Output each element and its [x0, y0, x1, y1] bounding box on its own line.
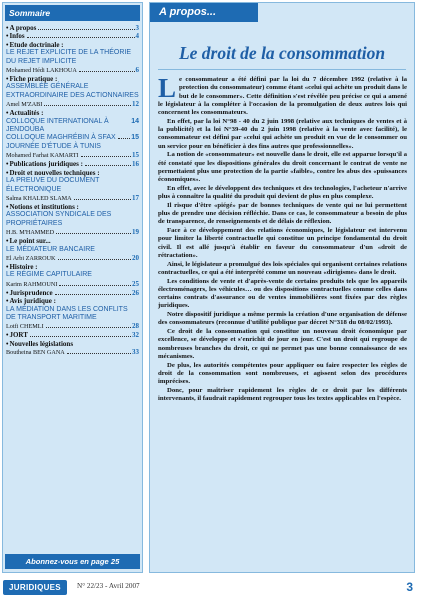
toc-rubric-item[interactable]	[6, 41, 139, 49]
toc-section-item[interactable]	[6, 289, 139, 297]
article-paragraph: Face à ce développement des relations économiques, le législateur est intervenu pour limiter la liberté contractuelle qui constitue un principe fondamental du droit civil. Il est allé jusqu'à établir en faveur du consommateur d'un «droit de rétractation».	[158, 227, 407, 259]
toc-rubric-item[interactable]	[6, 169, 139, 177]
article-paragraph: De plus, les autorités compétentes pour appliquer ou faire respecter les règles de droit de la consommation sont nombreuses, et agissent selon des procédures imprécises.	[158, 361, 407, 385]
bullet-icon: •	[6, 237, 9, 246]
toc-author-item[interactable]	[6, 194, 139, 203]
toc-author-name: El Arbi ZARROUK	[6, 254, 56, 262]
toc-section-item[interactable]	[6, 32, 139, 40]
toc-article-title: COLLOQUE MAGHRÉBIN À SFAX	[6, 134, 116, 142]
toc-article-item[interactable]	[6, 143, 139, 151]
bullet-icon: •	[6, 202, 9, 211]
bullet-icon: •	[6, 40, 9, 49]
toc-page-number: 19	[132, 228, 139, 237]
toc-article-item[interactable]	[6, 134, 139, 142]
toc-author-item[interactable]	[6, 66, 139, 75]
toc-page-number: 32	[132, 331, 139, 340]
dot-leader	[56, 233, 131, 234]
toc-author-item[interactable]	[6, 322, 139, 331]
toc-rubric-label: Notions et institutions :	[9, 202, 79, 211]
toc-article-title: LA PREUVE DU DOCUMENT ÉLECTRONIQUE	[6, 177, 100, 193]
article-paragraph: En effet, avec le développent des techniques et des technologies, l'acheteur n'arrive plus à connaître la qualité du produit qui devient de plus en plus complexe.	[158, 184, 407, 200]
toc-author-item[interactable]	[6, 151, 139, 160]
toc-rubric-label: Avis juridique :	[9, 297, 56, 306]
magazine-logo: JURIDIQUES	[3, 580, 67, 595]
article-paragraph: La notion de «consommateur» est nouvelle dans le droit, elle est apparue lorsqu'il a été constaté que les dispositions générales du droit concernant le contrat de vente ne permettaient plus une protection de la partie «faible», contre les abus des «puissances économiques».	[158, 151, 407, 183]
toc-author-item[interactable]	[6, 280, 139, 289]
toc-author-name: H.B. M'HAMMED	[6, 229, 55, 237]
toc-author-item[interactable]	[6, 254, 139, 263]
bullet-icon: •	[6, 168, 9, 177]
page-footer	[0, 577, 421, 600]
dot-leader	[85, 165, 131, 166]
article-paragraph: En effet, par la loi N°98 - 40 du 2 juin 1998 (relative aux techniques de ventes et à la publicité) et la loi N°39-40 du 2 juin 1998 (relative à la vente avec facilité), le consommateur est défini par «celui qui achète un produit en vue de le consommer ou un service pour en bénéficier à des fins autres que professionnelles».	[158, 117, 407, 150]
dot-leader	[74, 199, 131, 200]
toc-article-item[interactable]	[6, 83, 139, 100]
toc-author-name: Salma KHALED SLAMA	[6, 194, 72, 202]
article-panel	[149, 2, 415, 573]
toc-article-title: COLLOQUE INTERNATIONAL À JENDOUBA	[6, 117, 109, 134]
table-of-contents	[2, 2, 143, 573]
dot-leader	[59, 285, 131, 286]
toc-rubric-item[interactable]	[6, 340, 139, 348]
toc-page-number: 17	[132, 193, 139, 202]
toc-page-number: 26	[132, 288, 139, 297]
bullet-icon: •	[6, 339, 9, 348]
toc-rubric-label: Le point sur...	[9, 237, 51, 246]
toc-page-number: 25	[132, 279, 139, 288]
dot-leader	[27, 37, 135, 38]
page-number: 3	[406, 580, 413, 594]
article-paragraph: Ainsi, le législateur a promulgué des lois spéciales qui organisent certaines relations contractuelles, ce qui a été interprété comme un nouveau «dirigisme» dans le droit.	[158, 260, 407, 276]
dot-leader	[79, 71, 135, 72]
drop-cap: L	[158, 73, 177, 103]
toc-section-label: Infos	[9, 32, 25, 41]
toc-page-number: 33	[132, 348, 139, 357]
article-paragraph: Donc, pour maîtriser rapidement les règles de ce droit par les différents intervenants, il faudrait rapidement regrouper tous les textes applicables en l'espèce.	[158, 386, 407, 402]
toc-article-title: LA MÉDIATION DANS LES CONFLITS DE TRANSPORT MARITIME	[6, 305, 128, 321]
toc-section-label: JORT	[9, 331, 28, 340]
toc-author-item[interactable]	[6, 100, 139, 109]
toc-section-label: A propos	[9, 24, 37, 32]
dot-leader	[118, 138, 131, 139]
toc-title: Sommaire	[5, 5, 140, 21]
toc-article-title: LE RÉGIME CAPITULAIRE	[6, 271, 92, 279]
dot-leader	[58, 259, 132, 260]
toc-article-item[interactable]	[6, 246, 139, 254]
toc-article-item[interactable]	[6, 211, 139, 228]
toc-section-item[interactable]	[6, 24, 139, 32]
dot-leader	[81, 156, 132, 157]
article-paragraph	[158, 73, 407, 117]
toc-rubric-label: Droit et nouvelles techniques :	[9, 168, 100, 177]
dot-leader	[38, 29, 134, 30]
toc-rubric-label: Actualités :	[9, 109, 44, 118]
toc-section-item[interactable]	[6, 331, 139, 339]
bullet-icon: •	[6, 288, 9, 297]
toc-article-title: ASSOCIATION SYNDICALE DES PROPRIÉTAIRES	[6, 211, 112, 227]
dot-leader	[30, 336, 131, 337]
toc-article-title: ASSEMBLÉE GÉNÉRALE EXTRAORDINAIRE DES ACTIONNAIRES	[6, 83, 139, 99]
toc-rubric-item[interactable]	[6, 297, 139, 305]
toc-page-number: 14	[131, 117, 139, 125]
toc-author-name: Karim RAHMOUNI	[6, 280, 58, 288]
article-paragraph: Les conditions de vente et d'après-vente de certains produits tels que les appareils électroménagers, les véhicules… ou des dispositions contractuelles comme celles dans certains contrats d'assurance ou de ventes immobilières sont fixées par des règles juridiques.	[158, 277, 407, 310]
toc-page-number: 20	[132, 253, 139, 262]
toc-page-number: 12	[132, 100, 139, 109]
bullet-icon: •	[6, 75, 9, 84]
article-body	[158, 73, 407, 404]
toc-author-name: Mohamed Hédi LAKHOUA	[6, 67, 77, 75]
toc-section-label: Publications juridiques :	[9, 160, 83, 169]
toc-author-item[interactable]	[6, 228, 139, 237]
toc-article-title: JOURNÉE D'ÉTUDE À TUNIS	[6, 142, 101, 150]
toc-section-label: Jurisprudence	[9, 288, 53, 297]
article-headline: Le droit de la consommation	[178, 43, 386, 63]
toc-rubric-label: Fiche pratique :	[9, 75, 58, 84]
bullet-icon: •	[6, 331, 9, 340]
headline-divider	[158, 69, 406, 70]
bullet-icon: •	[6, 297, 9, 306]
bullet-icon: •	[6, 160, 9, 169]
paragraph-text: e consommateur a été défini par la loi du 7 décembre 1992 (relative à la protection du consommateur) comme étant «celui qui achète un produit dans le but de le consommer». Cette définition s'est révélée peu précise ce qui a amené le législateur à la compléter à l'occasion de la promulgation de deux autres lois qui concernent les consommateurs.	[158, 76, 407, 116]
toc-section-item[interactable]	[6, 160, 139, 168]
toc-article-item[interactable]	[6, 271, 139, 279]
toc-page-number: 6	[135, 66, 139, 75]
toc-author-item[interactable]	[6, 348, 139, 357]
article-kicker: A propos...	[150, 3, 258, 22]
article-paragraph: Notre dispositif juridique a même permis la création d'une organisation de défense des consommateurs (reconnue d'utilité publique par décret N°318 du 08/02/1993).	[158, 311, 407, 327]
toc-rubric-label: Etude doctrinale :	[9, 40, 64, 49]
bullet-icon: •	[6, 262, 9, 271]
toc-article-item[interactable]	[6, 49, 139, 66]
bullet-icon: •	[6, 24, 9, 32]
toc-rubric-item[interactable]	[6, 109, 139, 117]
toc-author-name: Amel M'ZABI	[6, 101, 43, 109]
toc-author-name: Mohamed Farhat KAMARTI	[6, 152, 79, 160]
issue-label: N° 22/23 - Avril 2007	[77, 582, 140, 590]
toc-article-title: LE REJET EXPLICITE DE LA THÉORIE DU REJET IMPLICITE	[6, 49, 132, 65]
toc-page-number: 28	[132, 322, 139, 331]
subscribe-banner[interactable]: Abonnez-vous en page 25	[5, 554, 140, 569]
toc-rubric-item[interactable]	[6, 237, 139, 245]
toc-page-number: 3	[135, 24, 139, 32]
toc-author-name: Lotfi CHEMLI	[6, 323, 44, 331]
article-paragraph: Ce droit de la consommation qui constitue un nouveau droit économique par excellence, se développe et s'enrichit de jour en jour. C'est un droit qui regroupe de nombreuses branches du droit, ce qui ne permet pas une bonne connaissance de ses mécanismes.	[158, 328, 407, 360]
bullet-icon: •	[6, 109, 9, 118]
dot-leader	[46, 327, 131, 328]
toc-list	[3, 24, 142, 357]
toc-rubric-label: Histoire :	[9, 262, 38, 271]
toc-page-number: 15	[131, 134, 139, 142]
toc-article-item[interactable]	[6, 306, 139, 323]
toc-article-item[interactable]	[6, 118, 139, 135]
toc-article-title: LE MÉDIATEUR BANCAIRE	[6, 245, 95, 253]
dot-leader	[55, 294, 131, 295]
toc-rubric-item[interactable]	[6, 203, 139, 211]
dot-leader	[44, 105, 131, 106]
toc-page-number: 15	[132, 151, 139, 160]
toc-author-name: Boutheina BEN GANA	[6, 349, 65, 357]
dot-leader	[67, 353, 131, 354]
toc-article-item[interactable]	[6, 177, 139, 194]
toc-page-number: 16	[132, 160, 139, 169]
article-paragraph: Il risque d'être «piégé» par de bonnes techniques de vente qui ne lui permettent plus de prendre une décision réfléchie. Dans ce cas, le consommateur a besoin de plus de transparence, de renseignements et de délais de réflexion.	[158, 201, 407, 226]
toc-rubric-label: Nouvelles législations	[9, 339, 74, 348]
bullet-icon: •	[6, 32, 9, 41]
toc-page-number: 4	[135, 32, 139, 41]
